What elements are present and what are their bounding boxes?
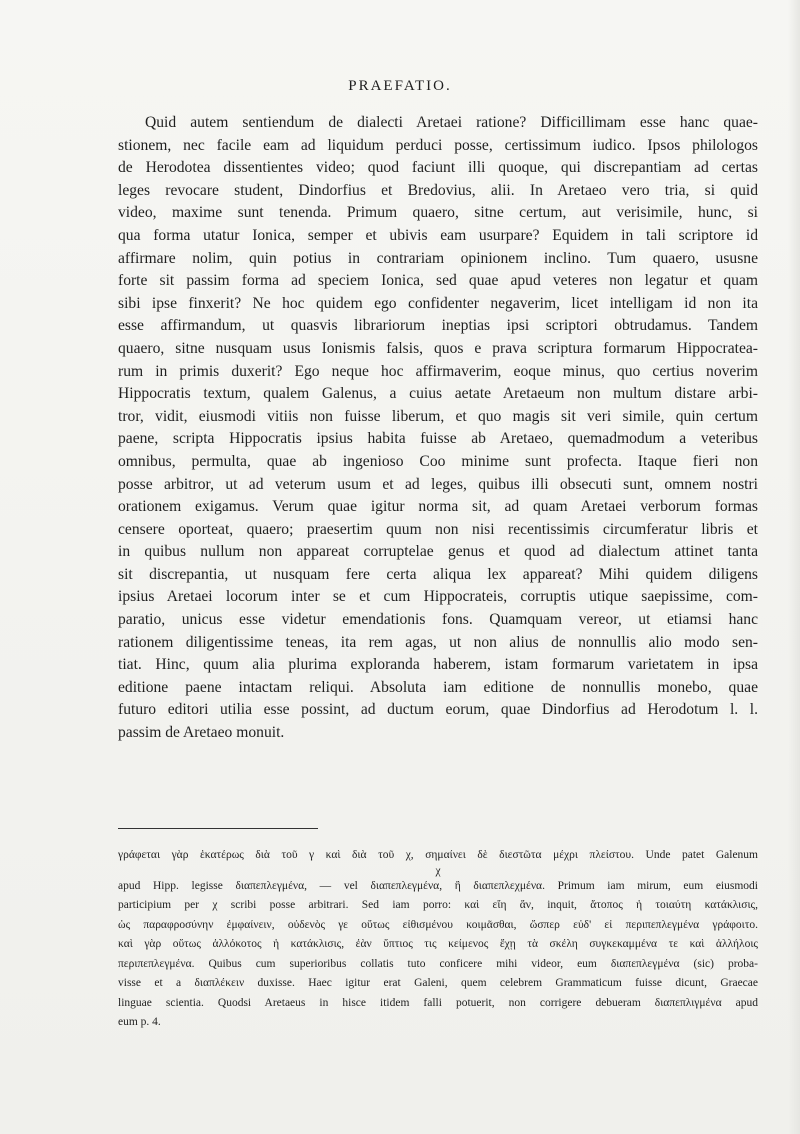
text-line: sibi ipse finxerit? Ne hoc quidem ego confidenter negaverim, licet intelligam id non ita	[118, 294, 758, 312]
footnote-line: ὡς παραφροσύνην ἐμφαίνειν, οὐδενὸς γε οὕτως εἰθισμένου κοιμᾶσθαι, ὥσπερ εὐδ' εἰ περιπεπλεγμένα γράφοιτο.	[118, 918, 758, 931]
text-line: in quibus nullum non appareat corruptelae genus et quod ad dialectum attinet tanta	[118, 543, 758, 561]
text-line: censere oporteat, quaero; praesertim quum non nisi recentissimis circumferatur libris et	[118, 520, 758, 538]
footnote-line: eum p. 4.	[118, 1016, 161, 1028]
text-line: ipsius Aretaei locorum inter se et cum Hippocrateis, corruptis utique saepissime, com-	[118, 588, 758, 606]
page-edge-shadow	[788, 0, 800, 1134]
text-line: leges revocare student, Dindorfius et Bredovius, alii. In Aretaeo vero tria, si quid	[118, 181, 758, 199]
text-line: rationem diligentissime teneas, ita rem agas, ut non alius de nonnullis alio modo sen-	[118, 633, 758, 651]
text-line: de Herodotea dissentientes video; quod faciunt illi quoque, qui discrepantiam ad certas	[118, 159, 758, 177]
footnote-line: linguae scientia. Quodsi Aretaeus in hisce itidem falli potuerit, non corrigere debueram διαπεπλιγμένα apud	[118, 996, 758, 1009]
text-line: posse arbitror, ut ad veterum usum et ad leges, quibus illi obsecuti sunt, omnem nostri	[118, 475, 758, 493]
footnote-line: περιπεπλεγμένα. Quibus cum superioribus collatis tuto conficere mihi videor, eum διαπεπλεγμένα (sic) proba-	[118, 957, 758, 970]
text-line: quaero, sitne nusquam usus Ionismis falsis, quos e prava scriptura formarum Hippocratea-	[118, 339, 758, 357]
text-line: Hippocratis textum, qualem Galenus, a cuius aetate Aretaeum non multum distare arbi-	[118, 385, 758, 403]
footnote-divider	[118, 828, 318, 829]
text-line: sit discrepantia, ut nusquam fere certa aliqua lex appareat? Mihi quidem diligens	[118, 565, 758, 583]
text-line: qua forma utatur Ionica, semper et ubivis eam usurpare? Equidem in tali scriptore id	[118, 226, 758, 244]
text-line: omnibus, permulta, quae ab ingenioso Coo minime sunt profecta. Itaque fieri non	[118, 452, 758, 470]
text-line: orationem exigamus. Verum quae igitur norma sit, ad quam Aretaei verborum formas	[118, 498, 758, 516]
footnote-line: γράφεται γὰρ ἑκατέρως διὰ τοῦ γ καὶ διὰ τοῦ χ, σημαίνει δὲ διεστῶτα μέχρι πλείστου. Unde patet Galenum	[118, 849, 758, 861]
footnote	[118, 846, 758, 1033]
footnote-line: participium per χ scribi posse arbitrari. Sed iam porro: καὶ εἴη ἄν, inquit, ἄτοπος ἡ τοιαύτη κατάκλισις,	[118, 899, 758, 911]
footnote-line: χ	[435, 864, 441, 877]
main-text	[118, 112, 758, 745]
footnote-line: visse et a διαπλέκειν duxisse. Haec igitur erat Galeni, quem celebrem Grammaticum fuisse dicunt, Graecae	[118, 977, 758, 989]
text-line: Quid autem sentiendum de dialecti Aretaei ratione? Difficillimam esse hanc quae-	[145, 114, 758, 131]
page-title: PRAEFATIO.	[348, 78, 452, 94]
text-line: esse affirmandum, ut quasvis librariorum ineptias ipsi scriptori obtrudamus. Tandem	[118, 317, 758, 335]
footnote-line: καὶ γὰρ οὕτως ἀλλόκοτος ἡ κατάκλισις, ἐὰν ὕπτιος τις κείμενος ἔχῃ τὰ σκέλη συγκεκαμμένα τε καὶ ἀλλήλοις	[118, 938, 758, 950]
text-line: passim de Aretaeo monuit.	[118, 724, 285, 742]
footnote-line: apud Hipp. legisse διαπεπλεγμένα, — vel διαπεπλεγμένα, ἢ διαπεπλεχμένα. Primum iam mirum, eum eiusmodi	[118, 879, 758, 892]
text-line: affirmare nolim, quin potius in contrariam opinionem inclino. Tum quaero, ususne	[118, 249, 758, 267]
text-line: futuro editori utilia esse possint, ad ductum eorum, quae Dindorfius ad Herodotum l. l.	[118, 701, 758, 719]
text-line: editione paene intactam reliqui. Absoluta iam editione de nonnullis monebo, quae	[118, 678, 758, 696]
text-line: tror, vidit, eiusmodi vitiis non fuisse liberum, et quo magis sit veri simile, quin certum	[118, 407, 758, 425]
text-line: tiat. Hinc, quum alia plurima exploranda haberem, istam formarum varietatem in ipsa	[118, 656, 758, 674]
text-line: paratio, unicus esse videtur emendationis fons. Quamquam vereor, ut etiamsi hanc	[118, 611, 758, 629]
text-line: video, maxime sunt tenenda. Primum quaero, sitne certum, aut verisimile, hunc, si	[118, 204, 758, 222]
text-line: stionem, nec facile eam ad liquidum perduci posse, certissimum iudico. Ipsos philologos	[118, 136, 758, 154]
text-line: rum in primis duxerit? Ego neque hoc affirmaverim, eoque minus, quo certius noverim	[118, 362, 758, 380]
text-line: paene, scripta Hippocratis ipsius habita fuisse ab Aretaeo, quemadmodum a veteribus	[118, 430, 758, 448]
text-line: forte sit passim forma ad speciem Ionica, sed quae apud veteres non legatur et quam	[118, 272, 758, 290]
